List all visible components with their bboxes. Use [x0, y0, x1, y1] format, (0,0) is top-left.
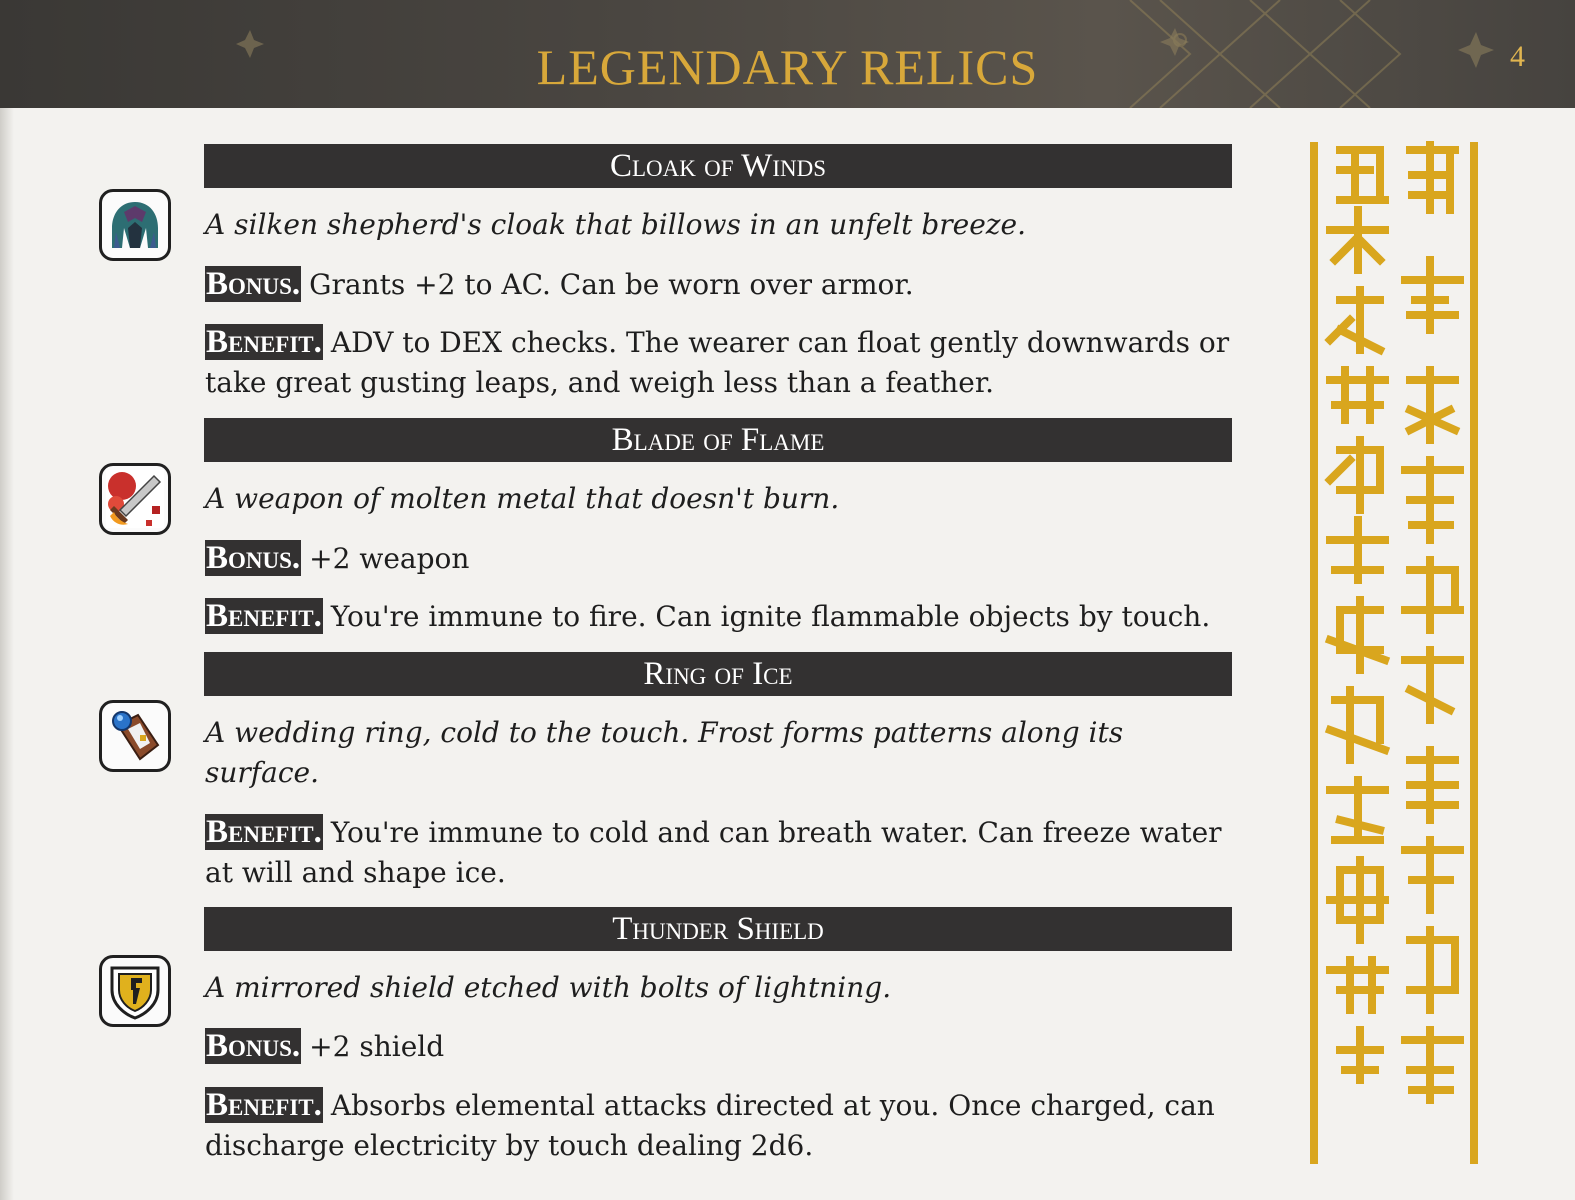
rune-border-decoration — [1300, 140, 1490, 1165]
relic-bonus — [205, 538, 1235, 579]
benefit-label: Benefit. — [206, 1087, 322, 1123]
bonus-text: +2 weapon — [309, 542, 470, 575]
benefit-text: ADV to DEX checks. The wearer can float gently downwards or take great gusting leaps, and weigh less than a feather. — [205, 326, 1230, 399]
benefit-text: Absorbs elemental attacks directed at you. Once charged, can discharge electricity by touch dealing 2d6. — [205, 1089, 1215, 1162]
bonus-text: +2 shield — [309, 1030, 445, 1063]
relic-title-ring-of-ice: Ring of Ice — [204, 652, 1232, 696]
benefit-label: Benefit. — [206, 814, 322, 850]
cloak-icon — [99, 189, 171, 261]
benefit-text: You're immune to fire. Can ignite flammable objects by touch. — [330, 600, 1211, 633]
flame-sword-icon — [99, 463, 171, 535]
benefit-text: You're immune to cold and can breath water. Can freeze water at will and shape ice. — [205, 816, 1222, 889]
relic-benefit — [205, 812, 1235, 893]
relic-description: A wedding ring, cold to the touch. Frost forms patterns along its surface. — [205, 716, 1124, 789]
bonus-label: Bonus. — [206, 540, 301, 576]
relic-description: A silken shepherd's cloak that billows in an unfelt breeze. — [205, 208, 1027, 241]
relic-benefit — [205, 1085, 1235, 1166]
relic-title-cloak-of-winds: Cloak of Winds — [204, 144, 1232, 188]
relic-bonus — [205, 1026, 1235, 1067]
benefit-label: Benefit. — [206, 324, 322, 360]
relic-description: A weapon of molten metal that doesn't burn. — [205, 482, 840, 515]
relic-bonus — [205, 264, 1235, 305]
ice-ring-icon — [99, 700, 171, 772]
page-edge-shadow — [0, 0, 14, 1200]
relic-benefit — [205, 322, 1235, 403]
bonus-label: Bonus. — [206, 266, 301, 302]
page-number: 4 — [1510, 40, 1525, 73]
relic-title-thunder-shield: Thunder Shield — [204, 907, 1232, 951]
relic-title-blade-of-flame: Blade of Flame — [204, 418, 1232, 462]
relic-description: A mirrored shield etched with bolts of lightning. — [205, 971, 892, 1004]
shield-icon — [99, 955, 171, 1027]
bonus-text: Grants +2 to AC. Can be worn over armor. — [309, 268, 914, 301]
relic-benefit — [205, 596, 1235, 637]
benefit-label: Benefit. — [206, 598, 322, 634]
page-header — [0, 0, 1575, 108]
bonus-label: Bonus. — [206, 1028, 301, 1064]
page-title: LEGENDARY RELICS — [536, 39, 1039, 95]
